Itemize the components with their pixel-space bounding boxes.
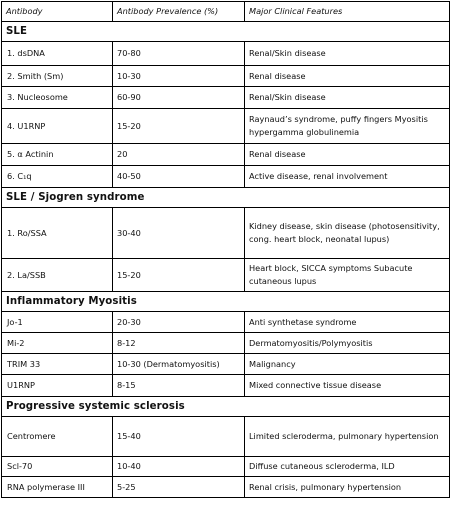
features-cell: Kidney disease, skin disease (photosensitivity, cong. heart block, neonatal lupus): [245, 208, 450, 259]
features-cell: Malignancy: [245, 354, 450, 375]
section-title: Inflammatory Myositis: [2, 292, 450, 312]
antibody-cell: 5. α Actinin: [2, 144, 113, 166]
section-title: SLE: [2, 22, 450, 42]
table-row: [2, 259, 450, 292]
header-features: Major Clinical Features: [245, 2, 450, 22]
section-title: Progressive systemic sclerosis: [2, 397, 450, 417]
features-cell: Diffuse cutaneous scleroderma, ILD: [245, 457, 450, 477]
header-antibody: Antibody: [2, 2, 113, 22]
table-row: [2, 166, 450, 188]
features-cell: Renal crisis, pulmonary hypertension: [245, 477, 450, 498]
antibody-cell: 1. Ro/SSA: [2, 208, 113, 259]
prevalence-cell: 10-40: [113, 457, 245, 477]
antibody-cell: 6. C₁q: [2, 166, 113, 188]
section-title: SLE / Sjogren syndrome: [2, 188, 450, 208]
antibody-cell: Jo-1: [2, 312, 113, 333]
features-cell: Mixed connective tissue disease: [245, 375, 450, 397]
table-row: [2, 66, 450, 87]
features-cell: Renal disease: [245, 144, 450, 166]
prevalence-cell: 40-50: [113, 166, 245, 188]
section-row: [2, 292, 450, 312]
prevalence-cell: 8-12: [113, 333, 245, 354]
prevalence-cell: 5-25: [113, 477, 245, 498]
header-prevalence: Antibody Prevalence (%): [113, 2, 245, 22]
features-cell: Heart block, SICCA symptoms Subacute cutaneous lupus: [245, 259, 450, 292]
prevalence-cell: 15-40: [113, 417, 245, 457]
features-cell: Renal/Skin disease: [245, 87, 450, 109]
table-row: [2, 354, 450, 375]
antibody-cell: 3. Nucleosome: [2, 87, 113, 109]
features-cell: Limited scleroderma, pulmonary hypertension: [245, 417, 450, 457]
antibody-cell: Scl-70: [2, 457, 113, 477]
prevalence-cell: 20-30: [113, 312, 245, 333]
features-cell: Raynaud’s syndrome, puffy fingers Myositis hypergamma globulinemia: [245, 109, 450, 144]
table-row: [2, 109, 450, 144]
antibody-cell: TRIM 33: [2, 354, 113, 375]
prevalence-cell: 10-30 (Dermatomyositis): [113, 354, 245, 375]
antibody-cell: Mi-2: [2, 333, 113, 354]
table-row: [2, 477, 450, 498]
table-row: [2, 457, 450, 477]
prevalence-cell: 15-20: [113, 259, 245, 292]
antibody-cell: 2. La/SSB: [2, 259, 113, 292]
table-row: [2, 312, 450, 333]
table-row: [2, 87, 450, 109]
features-cell: Renal/Skin disease: [245, 42, 450, 66]
section-row: [2, 188, 450, 208]
section-row: [2, 397, 450, 417]
features-cell: Active disease, renal involvement: [245, 166, 450, 188]
prevalence-cell: 15-20: [113, 109, 245, 144]
prevalence-cell: 8-15: [113, 375, 245, 397]
table-row: [2, 333, 450, 354]
antibody-cell: 1. dsDNA: [2, 42, 113, 66]
features-cell: Renal disease: [245, 66, 450, 87]
header-row: [2, 2, 450, 22]
prevalence-cell: 30-40: [113, 208, 245, 259]
antibody-cell: 2. Smith (Sm): [2, 66, 113, 87]
antibody-table: [1, 1, 450, 498]
table-row: [2, 144, 450, 166]
prevalence-cell: 20: [113, 144, 245, 166]
features-cell: Dermatomyositis/Polymyositis: [245, 333, 450, 354]
section-row: [2, 22, 450, 42]
table-body: [2, 22, 450, 498]
antibody-cell: 4. U1RNP: [2, 109, 113, 144]
table-row: [2, 417, 450, 457]
table-row: [2, 375, 450, 397]
prevalence-cell: 60-90: [113, 87, 245, 109]
prevalence-cell: 70-80: [113, 42, 245, 66]
antibody-cell: U1RNP: [2, 375, 113, 397]
antibody-cell: Centromere: [2, 417, 113, 457]
table-row: [2, 208, 450, 259]
antibody-cell: RNA polymerase III: [2, 477, 113, 498]
table-row: [2, 42, 450, 66]
features-cell: Anti synthetase syndrome: [245, 312, 450, 333]
prevalence-cell: 10-30: [113, 66, 245, 87]
